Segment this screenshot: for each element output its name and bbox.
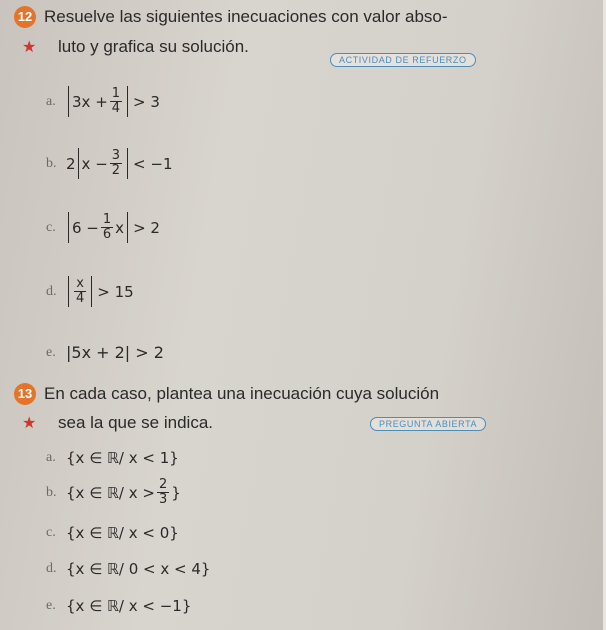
exercise-12-number-badge: 12	[14, 6, 36, 28]
item-label: e.	[46, 598, 56, 613]
inequality	[66, 148, 176, 179]
item-label: c.	[46, 525, 56, 540]
inequality	[66, 212, 163, 243]
item-label: a.	[46, 93, 56, 109]
exercise-13-item-c	[46, 524, 179, 542]
fraction-denominator: 4	[111, 101, 121, 116]
exercise-12-item-b	[46, 148, 176, 179]
activity-type-tag: PREGUNTA ABIERTA	[370, 417, 486, 431]
relation: > 3	[133, 92, 160, 111]
absolute-value	[78, 148, 129, 179]
solution-set: {x ∈ ℝ/ x < 0}	[66, 524, 179, 542]
star-icon: ★	[22, 415, 37, 432]
fraction-numerator: 1	[111, 86, 121, 101]
solution-set: {x ∈ ℝ/ x < −1}	[66, 597, 192, 615]
absolute-value	[68, 276, 92, 307]
fraction	[110, 149, 122, 178]
activity-type-tag: ACTIVIDAD DE REFUERZO	[330, 53, 476, 67]
fraction	[110, 87, 122, 116]
fraction-numerator: x	[76, 276, 84, 291]
fraction-denominator: 2	[111, 163, 121, 178]
item-label: b.	[46, 155, 57, 171]
term: x −	[81, 154, 108, 173]
inequality	[66, 276, 137, 307]
exercise-12-item-d	[46, 276, 137, 307]
relation: < −1	[133, 154, 173, 173]
variable: x	[115, 218, 125, 237]
item-label: a.	[46, 450, 56, 465]
exercise-12-heading-line2: luto y grafica su solución.	[58, 37, 249, 56]
fraction-numerator: 1	[102, 212, 112, 227]
exercise-13-heading-line2: sea la que se indica.	[58, 413, 213, 432]
fraction-denominator: 6	[102, 227, 112, 242]
fraction-denominator: 4	[76, 291, 85, 306]
fraction	[74, 277, 86, 306]
exercise-13-item-b	[46, 478, 181, 507]
term: {x ∈ ℝ/ x >	[66, 483, 155, 502]
relation: > 2	[133, 218, 160, 237]
item-label: d.	[46, 283, 57, 299]
exercise-13-number-badge: 13	[14, 383, 36, 405]
fraction-numerator: 3	[111, 148, 121, 163]
item-label: e.	[46, 344, 56, 360]
term: 6 −	[72, 218, 99, 237]
fraction	[157, 478, 169, 507]
inequality: |5x + 2| > 2	[66, 343, 164, 362]
absolute-value	[68, 86, 128, 117]
item-label: b.	[46, 484, 57, 500]
relation: > 15	[97, 282, 134, 301]
solution-set: {x ∈ ℝ/ 0 < x < 4}	[66, 560, 211, 578]
closing-brace: }	[171, 483, 181, 502]
star-icon: ★	[22, 39, 37, 56]
item-label: d.	[46, 561, 57, 576]
fraction	[101, 213, 113, 242]
coefficient: 2	[66, 154, 76, 173]
solution-set: {x ∈ ℝ/ x < 1}	[66, 449, 179, 467]
exercise-13-item-e	[46, 597, 191, 615]
exercise-12-item-c	[46, 212, 163, 243]
exercise-13-item-a	[46, 449, 179, 467]
item-label: c.	[46, 219, 56, 235]
term: 3x +	[72, 92, 108, 111]
exercise-12-heading-line1: Resuelve las siguientes inecuaciones con valor abso-	[44, 7, 448, 26]
exercise-13-heading-line1: En cada caso, plantea una inecuación cuya solución	[44, 384, 440, 403]
fraction-numerator: 2	[158, 477, 168, 492]
fraction-denominator: 3	[158, 492, 168, 507]
inequality	[66, 86, 163, 117]
exercise-12-item-e	[46, 343, 164, 362]
absolute-value	[68, 212, 128, 243]
solution-set	[66, 478, 181, 507]
exercise-13-item-d	[46, 560, 210, 578]
exercise-12-item-a	[46, 86, 163, 117]
